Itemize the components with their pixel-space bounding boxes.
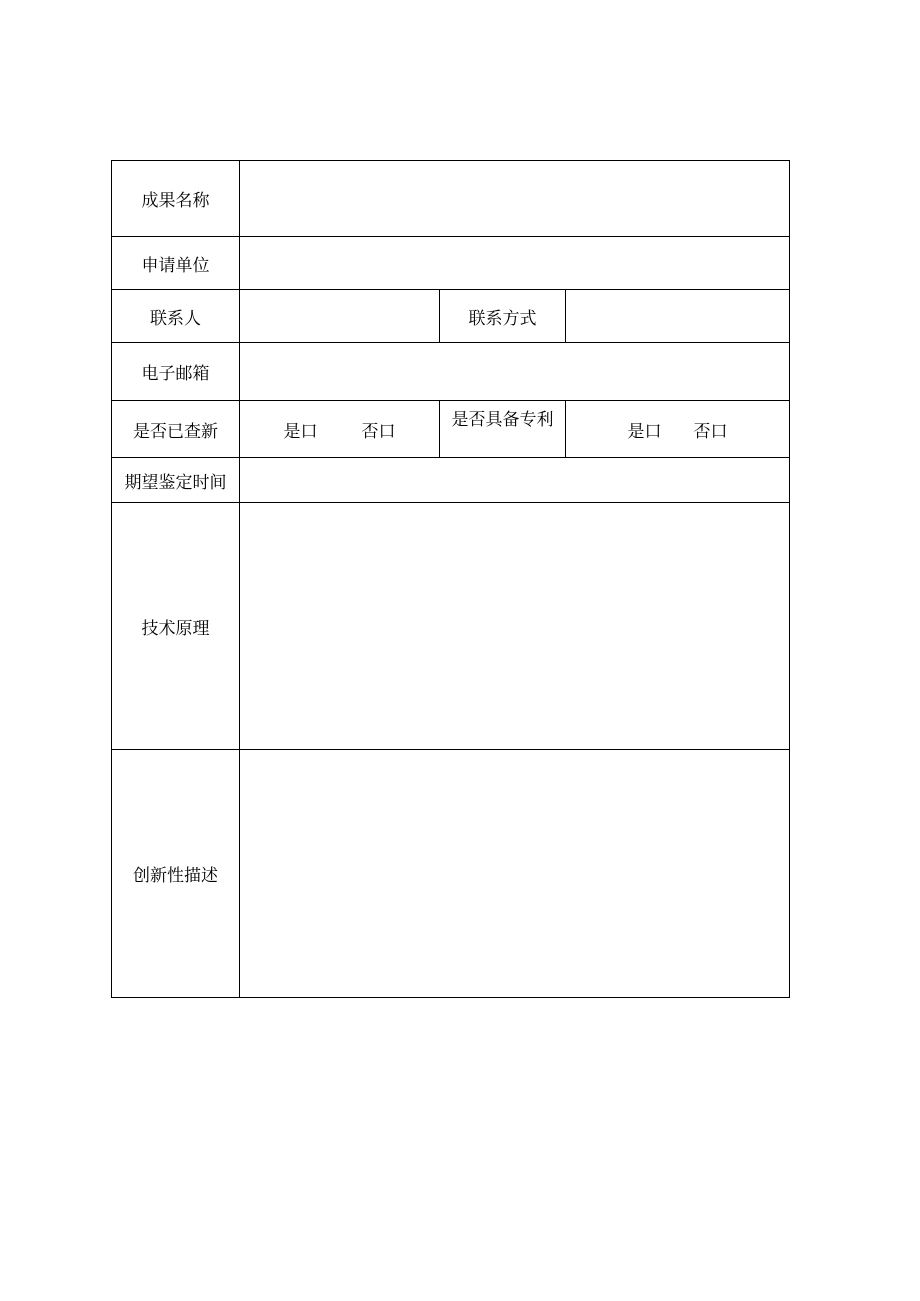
row-innovation-description (112, 750, 790, 998)
contact-person-label: 联系人 (112, 290, 240, 343)
has-patent-label: 是否具备专利 (440, 401, 566, 458)
patent-no-option[interactable]: 否口 (693, 421, 728, 442)
email-label: 电子邮箱 (112, 343, 240, 401)
row-applicant-unit (112, 237, 790, 290)
novelty-yes-option[interactable]: 是口 (283, 421, 318, 442)
novelty-checked-label: 是否已查新 (112, 401, 240, 458)
achievement-name-label: 成果名称 (112, 161, 240, 237)
achievement-name-field[interactable] (240, 161, 790, 237)
row-technical-principle (112, 503, 790, 750)
contact-person-field[interactable] (240, 290, 440, 343)
novelty-no-option[interactable]: 否口 (361, 421, 396, 442)
novelty-checked-options (240, 401, 440, 458)
row-achievement-name (112, 161, 790, 237)
row-contact (112, 290, 790, 343)
applicant-unit-field[interactable] (240, 237, 790, 290)
row-email (112, 343, 790, 401)
innovation-description-label: 创新性描述 (112, 750, 240, 998)
technical-principle-label: 技术原理 (112, 503, 240, 750)
row-novelty-patent (112, 401, 790, 458)
application-form-table (111, 160, 790, 998)
expected-time-label: 期望鉴定时间 (112, 458, 240, 503)
applicant-unit-label: 申请单位 (112, 237, 240, 290)
patent-yes-option[interactable]: 是口 (627, 421, 662, 442)
technical-principle-field[interactable] (240, 503, 790, 750)
has-patent-options (566, 401, 790, 458)
expected-time-field[interactable] (240, 458, 790, 503)
row-expected-time (112, 458, 790, 503)
email-field[interactable] (240, 343, 790, 401)
contact-method-label: 联系方式 (440, 290, 566, 343)
innovation-description-field[interactable] (240, 750, 790, 998)
contact-method-field[interactable] (566, 290, 790, 343)
